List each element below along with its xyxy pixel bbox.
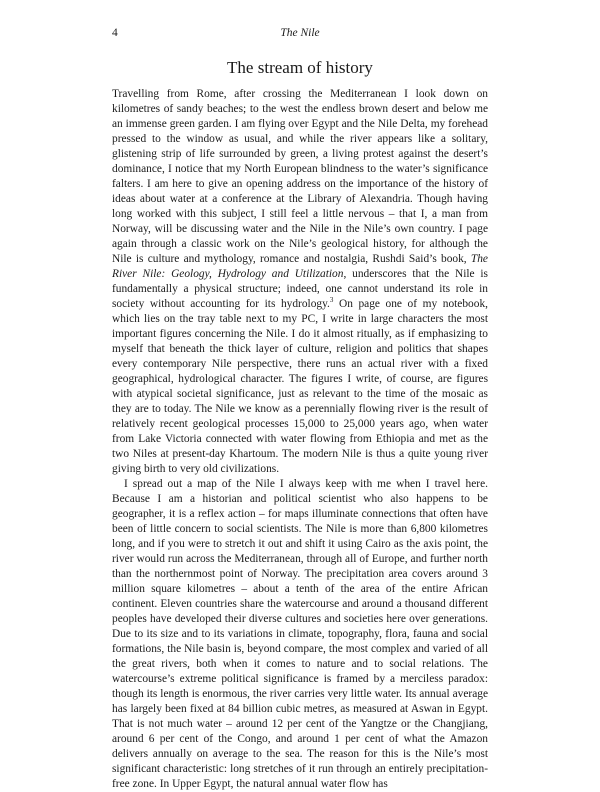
page-number: 4 <box>112 27 118 39</box>
paragraph-1-part-b: , underscores that the Nile is fundamentally a physical structure; indeed, one cannot understand its role in society without accounting for its hydrology. <box>112 268 488 310</box>
paragraph-1 <box>112 87 488 477</box>
section-title: The stream of history <box>227 58 373 77</box>
book-title: The River Nile: Geology, Hydrology and Utilization <box>112 253 488 280</box>
paragraph-2: I spread out a map of the Nile I always keep with me when I travel here. Because I am a historian and political scientist who also happens to be geographer, it is a reflex action – for maps illuminate connections that often have been of little concern to social scientists. The Nile is more than 6,800 kilometres long, and if you were to stretch it out and shift it using Cairo as the axis point, the river would run across the Mediterranean, through all of Europe, and further north than the northernmost point of Norway. The precipitation area covers around 3 million square kilometres – about a tenth of the area of the entire African continent. Eleven countries share the watercourse and around a thousand different peoples have developed their diverse cultures and societies here over generations. Due to its size and to its variations in climate, topography, flora, fauna and social formations, the Nile basin is, beyond compare, the most complex and varied of all the great rivers, both when it comes to nature and to social relations. The watercourse’s extreme political significance is framed by a merciless paradox: though its length is enormous, the river carries very little water. Its annual average has largely been fixed at 84 billion cubic metres, as measured at Aswan in Egypt. That is not much water – around 12 per cent of the Yangtze or the Changjiang, around 6 per cent of the Congo, and around 1 per cent of what the Amazon delivers annually on average to the sea. The reason for this is the Nile’s most significant characteristic: long stretches of it run through an entirely precipitation-free zone. In Upper Egypt, the natural annual water flow has <box>112 478 488 790</box>
footnote-marker: 3 <box>329 296 334 305</box>
paragraph-1-part-c: On page one of my notebook, which lies on the tray table next to my PC, I write in large characters the most important figures concerning the Nile. I do it almost ritually, as if emphasizing to myself that beneath the thick layer of culture, religion and politics that shapes every contemporary Nile perspective, there runs an actual river with a fixed geographical, hydrological character. The figures I write, of course, are figures with atypical societal significance, just as relevant to the time of the mosaic as they are to today. The Nile we know as a perennially flowing river is the result of relatively recent geological processes 15,000 to 25,000 years ago, when water from Lake Victoria connected with water flowing from Ethiopia and met as the two Niles at present-day Khartoum. The modern Nile is thus a quite young river giving birth to very old civilizations. <box>112 298 488 475</box>
body-text <box>112 87 488 792</box>
running-title: The Nile <box>280 27 320 39</box>
page-header <box>112 27 488 41</box>
paragraph-1-part-a: Travelling from Rome, after crossing the Mediterranean I look down on kilometres of sandy beaches; to the west the endless brown desert and below me an immense green garden. I am flying over Egypt and the Nile Delta, my forehead pressed to the window as usual, and while the river appears like a solitary, glistening strip of life surrounded by green, a living protest against the desert’s dominance, I notice that my North European blindness to the water’s significance falters. I am here to give an opening address on the importance of the history of ideas about water at a conference at the Library of Alexandria. Though having long worked with this subject, I still feel a little nervous – that I, a man from Norway, will be discussing water and the Nile in the Nile’s own country. I page again through a classic work on the Nile’s geological history, for although the Nile is culture and mythology, romance and nostalgia, Rushdi Said’s book, <box>112 88 488 265</box>
